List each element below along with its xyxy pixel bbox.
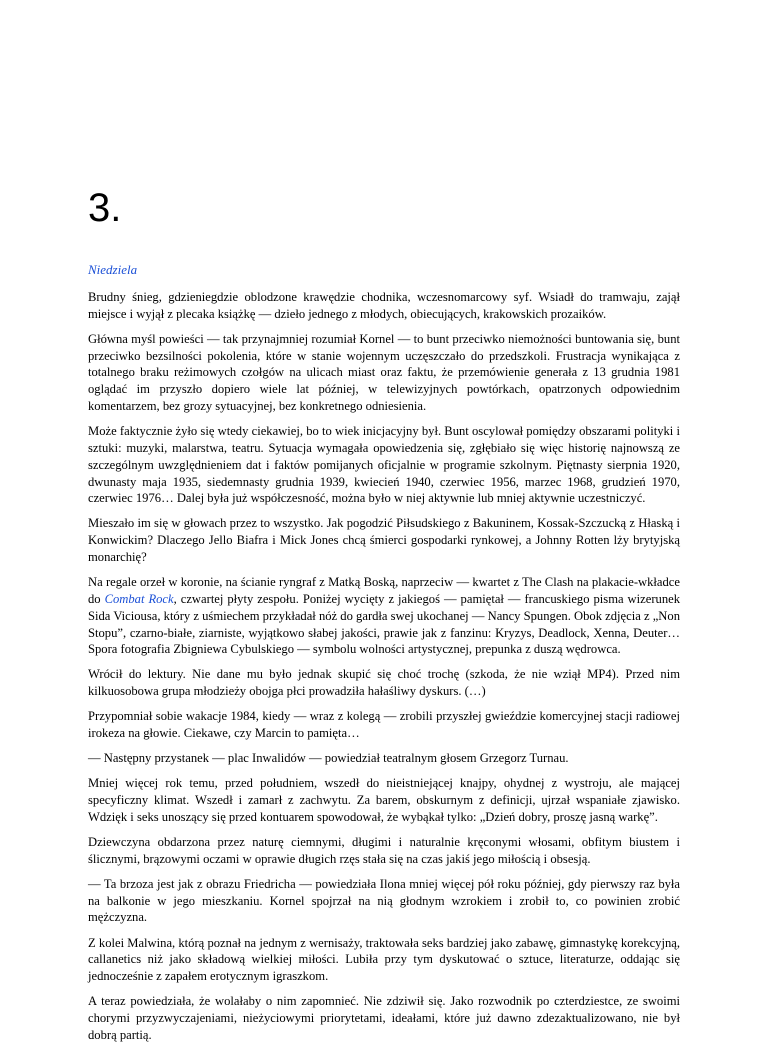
- paragraph: Wrócił do lektury. Nie dane mu było jednak skupić się choć trochę (szkoda, że nie wziął MP4). Przed nim kilkuosobowa grupa młodzieży obojga płci prowadziła hałaśliwy dyskurs. (…): [88, 667, 680, 699]
- paragraph: Brudny śnieg, gdzieniegdzie oblodzone krawędzie chodnika, wczesnomarcowy syf. Wsiadł do tramwaju, zajął miejsce i wyjął z plecaka książkę — dzieło jednego z młodych, obiecujących, krakowskich prozaików.: [88, 290, 680, 321]
- paragraph-text: Na regale orzeł w koronie, na ścianie ryngraf z Matką Boską, naprzeciw — kwartet z The Clash na plakacie-wkładce do: [88, 575, 680, 606]
- paragraph: Dziewczyna obdarzona przez naturę ciemnymi, długimi i naturalnie kręconymi włosami, obfitym biustem i ślicznymi, brązowymi oczami w oprawie długich rzęs stała się na czas jakiś jego miłością i obsesją.: [88, 834, 680, 866]
- paragraph: Mniej więcej rok temu, przed południem, wszedł do nieistniejącej knajpy, ohydnej z wystroju, ale mającej specyficzny klimat. Wszedł i zamarł z zachwytu. Za barem, obskurnym z definicji, ujrzał wspaniałe zjawisko. Wdzięk i seks unoszący się przed kontuarem spowodował, że wybąkał tylko: „Dzień dobry, proszę jasną warkę”.: [88, 776, 680, 824]
- paragraph: A teraz powiedziała, że wolałaby o nim zapomnieć. Nie zdziwił się. Jako rozwodnik po czterdziestce, ze swoimi chorymi przyzwyczajeniami, nieżyciowymi priorytetami, ideałami, które już dawno zdezaktualizowano, nie był dobrą partią.: [88, 994, 680, 1042]
- section-title[interactable]: Niedziela: [88, 262, 138, 277]
- paragraph-text: , czwartej płyty zespołu. Poniżej wycięty z jakiegoś — pamiętał — francuskiego pisma wizerunek Sida Viciousa, który z uśmiechem przykładał nóż do gardła swej ukochanej — Nancy Spungen. Obok zdjęcia z „Non Stopu”, czarno-białe, ziarniste, wyjątkowo słabej jakości, prawie jak z fanzinu: Kryzys, Deadlock, Xenna, Deuter… Spora fotografia Zbigniewa Cybulskiego — symbolu wolności artystycznej, prepunka z duszą wędrowca.: [88, 591, 681, 657]
- chapter-number: 3.: [88, 186, 122, 230]
- paragraph: [88, 574, 680, 658]
- paragraph: Z kolei Malwina, którą poznał na jednym z wernisaży, traktowała seks bardziej jako zabawę, gimnastykę korekcyjną, callanetics niż jako składową wielkiej miłości. Lubiła przy tym dyskutować o sztuce, literaturze, oddając się jednocześnie z zapałem erotycznym igraszkom.: [88, 935, 680, 984]
- paragraph: Może faktycznie żyło się wtedy ciekawiej, bo to wiek inicjacyjny był. Bunt oscylował pomiędzy obszarami polityki i sztuki: muzyki, malarstwa, teatru. Sytuacja wymagała opowiedzenia się, zgłębiało się więc historię najnowszą ze szczególnym uwzględnieniem dat i faktów pomijanych oficjalnie w programie szkolnym. Piętnasty sierpnia 1920, dwunasty maja 1935, siedemnasty grudnia 1939, kwiecień 1940, czerwiec 1956, marzec 1968, grudzień 1970, czerwiec 1976… Dalej była już współczesność, można było w niej aktywnie lub mniej aktywnie uczestniczyć.: [88, 424, 680, 506]
- paragraph: Przypomniał sobie wakacje 1984, kiedy — wraz z kolegą — zrobili przyszłej gwieździe komercyjnej stacji radiowej irokeza na głowie. Ciekawe, czy Marcin to pamięta…: [88, 709, 680, 741]
- paragraph: — Następny przystanek — plac Inwalidów — powiedział teatralnym głosem Grzegorz Turnau.: [88, 751, 569, 766]
- paragraph: Główna myśl powieści — tak przynajmniej rozumiał Kornel — to bunt przeciwko niemożności buntowania się, bunt przeciwko bezsilności pokolenia, które w stanie wojennym uczęszczało do przedszkoli. Frustracja wynikająca z totalnego braku reżimowych czołgów na ulicach miast oraz faktu, że przemówienie generała z 13 grudnia 1981 oglądać im przyszło dopiero wiele lat później, w telewizyjnych powtórkach, opatrzonych odpowiednim komentarzem, bez grozy sytuacyjnej, bez konkretnego odniesienia.: [88, 331, 680, 414]
- paragraph: — Ta brzoza jest jak z obrazu Friedricha — powiedziała Ilona mniej więcej pół roku później, gdy pierwszy raz była na balkonie w jego mieszkaniu. Kornel spojrzał na nią głodnym wzrokiem i zrobił to, co powinien zrobić mężczyzna.: [88, 876, 680, 925]
- chapter-body: [88, 289, 680, 1052]
- album-title-link[interactable]: Combat Rock: [104, 591, 174, 606]
- paragraph: Mieszało im się w głowach przez to wszystko. Jak pogodzić Piłsudskiego z Bakuninem, Kossak-Szczucką z Hłaską i Konwickim? Dlaczego Jello Biafra i Mick Jones chcą śmierci gospodarki rynkowej, a Johnny Rotten lży brytyjską monarchię?: [88, 516, 680, 565]
